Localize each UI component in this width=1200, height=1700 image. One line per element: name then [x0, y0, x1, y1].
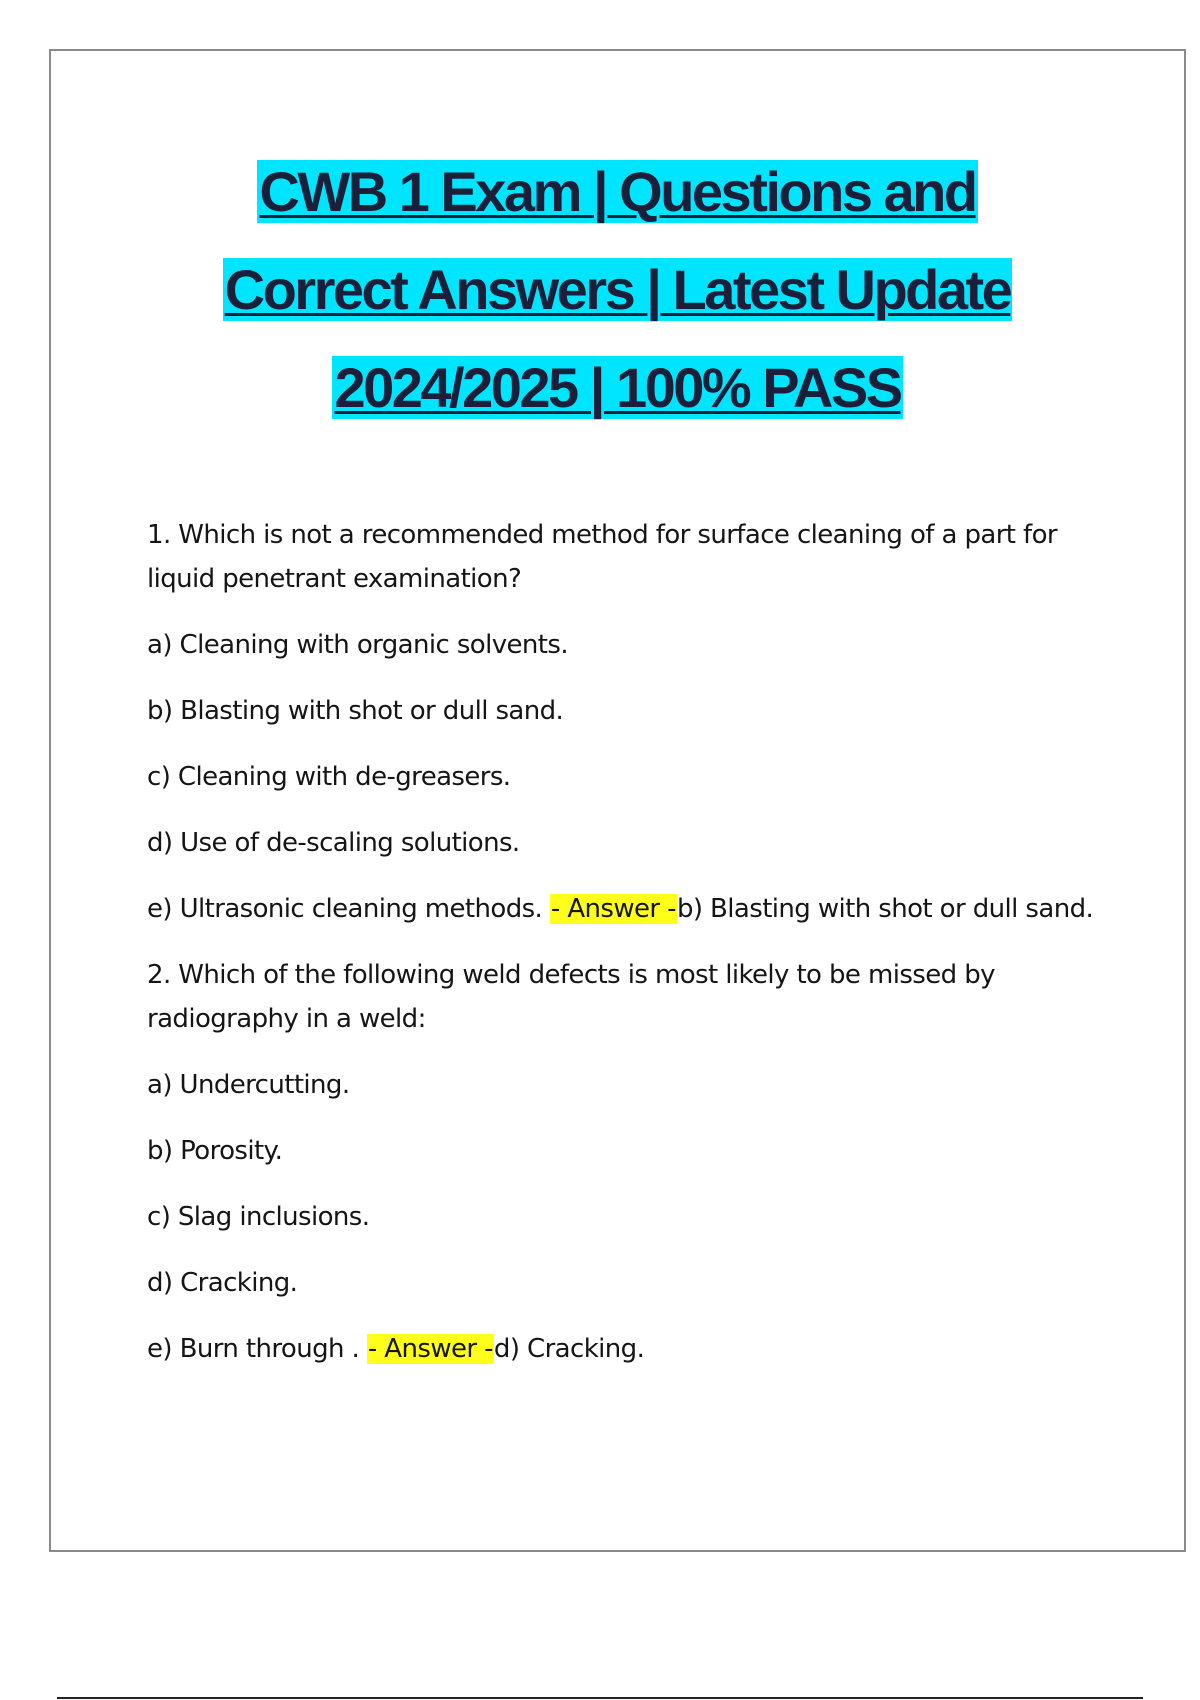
title-line-2: [51, 241, 1184, 339]
option-b: b) Porosity.: [147, 1136, 283, 1166]
bottom-divider: [57, 1697, 1143, 1699]
option-e-with-answer: [147, 1327, 1107, 1371]
document-title: [51, 143, 1184, 437]
option-d: d) Cracking.: [147, 1268, 298, 1298]
document-page: [49, 49, 1186, 1552]
question-text: 1. Which is not a recommended method for surface cleaning of a part for liquid penetrant examination?: [147, 520, 1058, 594]
title-text-3: 2024/2025 | 100% PASS: [334, 356, 901, 419]
question-text: 2. Which of the following weld defects is most likely to be missed by radiography in a weld:: [147, 960, 995, 1034]
answer-text: b) Blasting with shot or dull sand.: [676, 894, 1094, 924]
option-c: c) Cleaning with de-greasers.: [147, 762, 511, 792]
question-block-2: [147, 953, 1107, 1371]
option-a: a) Undercutting.: [147, 1070, 350, 1100]
title-text-2: Correct Answers | Latest Update: [224, 258, 1011, 321]
option-b: b) Blasting with shot or dull sand.: [147, 696, 564, 726]
question-list: [147, 513, 1107, 1371]
option-e: e) Ultrasonic cleaning methods.: [147, 894, 550, 924]
option-e-with-answer: [147, 887, 1107, 931]
answer-label: - Answer -: [550, 894, 676, 924]
option-d: d) Use of de-scaling solutions.: [147, 828, 520, 858]
title-text-1: CWB 1 Exam | Questions and: [259, 160, 976, 223]
answer-label: - Answer -: [367, 1334, 493, 1364]
option-a: a) Cleaning with organic solvents.: [147, 630, 569, 660]
option-c: c) Slag inclusions.: [147, 1202, 370, 1232]
question-block-1: [147, 513, 1107, 931]
title-line-1: [51, 143, 1184, 241]
title-line-3: [51, 339, 1184, 437]
answer-text: d) Cracking.: [493, 1334, 645, 1364]
option-e: e) Burn through .: [147, 1334, 367, 1364]
